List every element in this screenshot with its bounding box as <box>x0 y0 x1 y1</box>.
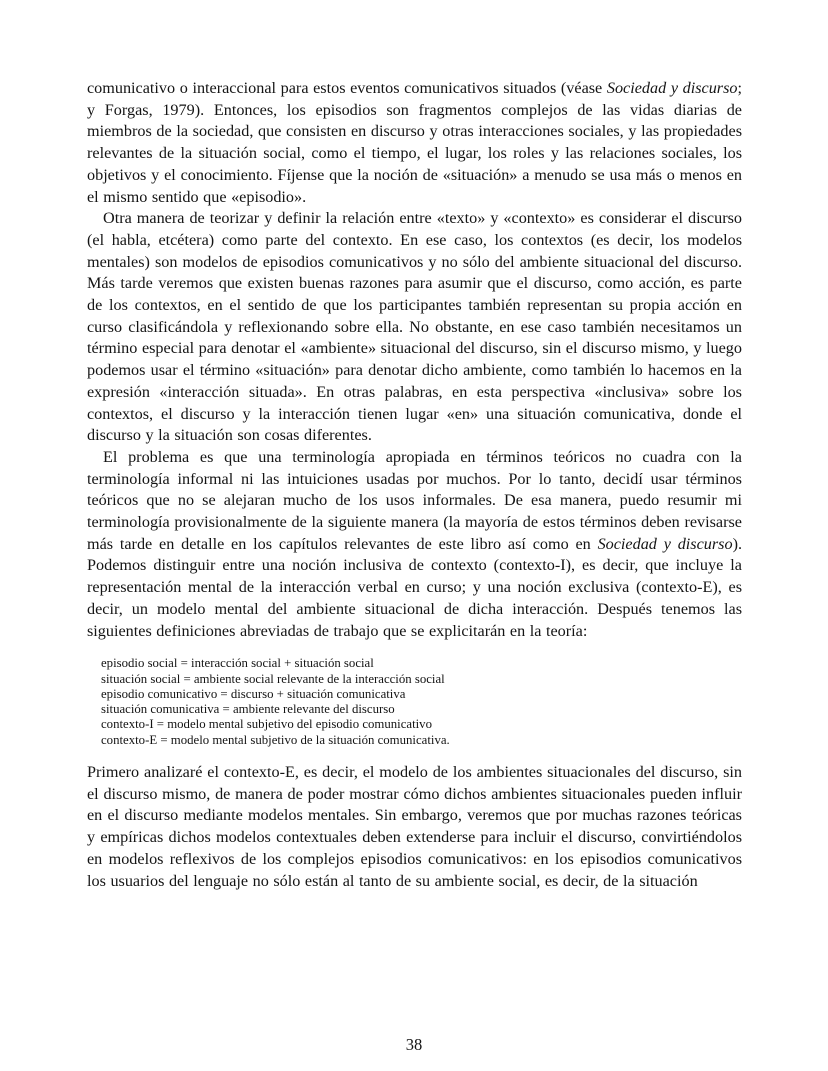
text-run: El problema es que una terminología apropiada en términos teóricos no cuadra con la terminología informal ni las intuiciones usadas por muchos. Por lo tanto, decidí usar términos teóricos que no se alejaran mucho de los usos informales. De esa manera, puedo resumir mi terminología provisionalmente de la siguiente manera (la mayoría de estos términos deben revisarse más tarde en detalle en los capítulos relevantes de este libro así como en <box>87 447 742 553</box>
paragraph-4 <box>87 762 742 892</box>
definition-line: contexto-I = modelo mental subjetivo del episodio comunicativo <box>101 717 432 732</box>
page-number: 38 <box>405 1035 423 1054</box>
paragraph-2 <box>87 208 742 447</box>
paragraph-3 <box>87 447 742 642</box>
definitions-block <box>101 656 742 748</box>
text-block <box>87 78 742 892</box>
text-run: ). Podemos distinguir entre una noción inclusiva de contexto (contexto-I), es decir, que incluye la representación mental de la interacción verbal en curso; y una noción exclusiva (contexto-E), es decir, un modelo mental del ambiente situacional de dicha interacción. Después tenemos las siguientes definiciones abreviadas de trabajo que se explicitarán en la teoría: <box>87 534 742 640</box>
text-run: comunicativo o interaccional para estos eventos comunicativos situados (véase <box>87 79 607 97</box>
text-run: Otra manera de teorizar y definir la relación entre «texto» y «contexto» es considerar el discurso (el habla, etcétera) como parte del contexto. En ese caso, los contextos (es decir, los modelos mentales) son modelos de episodios comunicativos y no sólo del ambiente situacional del discurso. Más tarde veremos que existen buenas razones para asumir que el discurso, como acción, es parte de los contextos, en el sentido de que los participantes también representan su propia acción en curso clasificándola y reflexionando sobre ella. No obstante, en ese caso también necesitamos un término especial para denotar el «ambiente» situacional del discurso, sin el discurso mismo, y luego podemos usar el término «situación» para denotar dicho ambiente, como también lo hacemos en la expresión «interacción situada». En otras palabras, en esta perspectiva «inclusiva» sobre los contextos, el discurso y la interacción tienen lugar «en» una situación comunicativa, donde el discurso y la situación son cosas diferentes. <box>87 209 742 445</box>
text-run: Primero analizaré el contexto-E, es decir, el modelo de los ambientes situacionales del discurso, sin el discurso mismo, de manera de poder mostrar cómo dichos ambientes situacionales pueden influir en el discurso mediante modelos mentales. Sin embargo, veremos que por muchas razones teóricas y empíricas dichos modelos contextuales deben extenderse para incluir el discurso, convirtiéndolos en modelos reflexivos de los complejos episodios comunicativos: en los episodios comunicativos los usuarios del lenguaje no sólo están al tanto de su ambiente social, es decir, de la situación <box>87 763 742 890</box>
definition-line: episodio comunicativo = discurso + situación comunicativa <box>101 686 406 701</box>
book-title-italic: Sociedad y discurso <box>597 534 733 553</box>
book-title-italic: Sociedad y discurso <box>606 79 738 97</box>
definition-line: situación social = ambiente social relevante de la interacción social <box>101 671 445 686</box>
definition-line: episodio social = interacción social + situación social <box>101 656 374 671</box>
paragraph-1 <box>87 78 742 208</box>
text-run: ; y Forgas, 1979). Entonces, los episodios son fragmentos complejos de las vidas diarias de miembros de la sociedad, que consisten en discurso y otras interacciones sociales, y las propiedades relevantes de la situación social, como el tiempo, el lugar, los roles y las relaciones sociales, los objetivos y el conocimiento. Fíjense que la noción de «situación» a menudo se usa más o menos en el mismo sentido que «episodio». <box>87 79 742 206</box>
definition-line: contexto-E = modelo mental subjetivo de la situación comunicativa. <box>101 732 450 747</box>
definition-line: situación comunicativa = ambiente relevante del discurso <box>101 702 395 717</box>
